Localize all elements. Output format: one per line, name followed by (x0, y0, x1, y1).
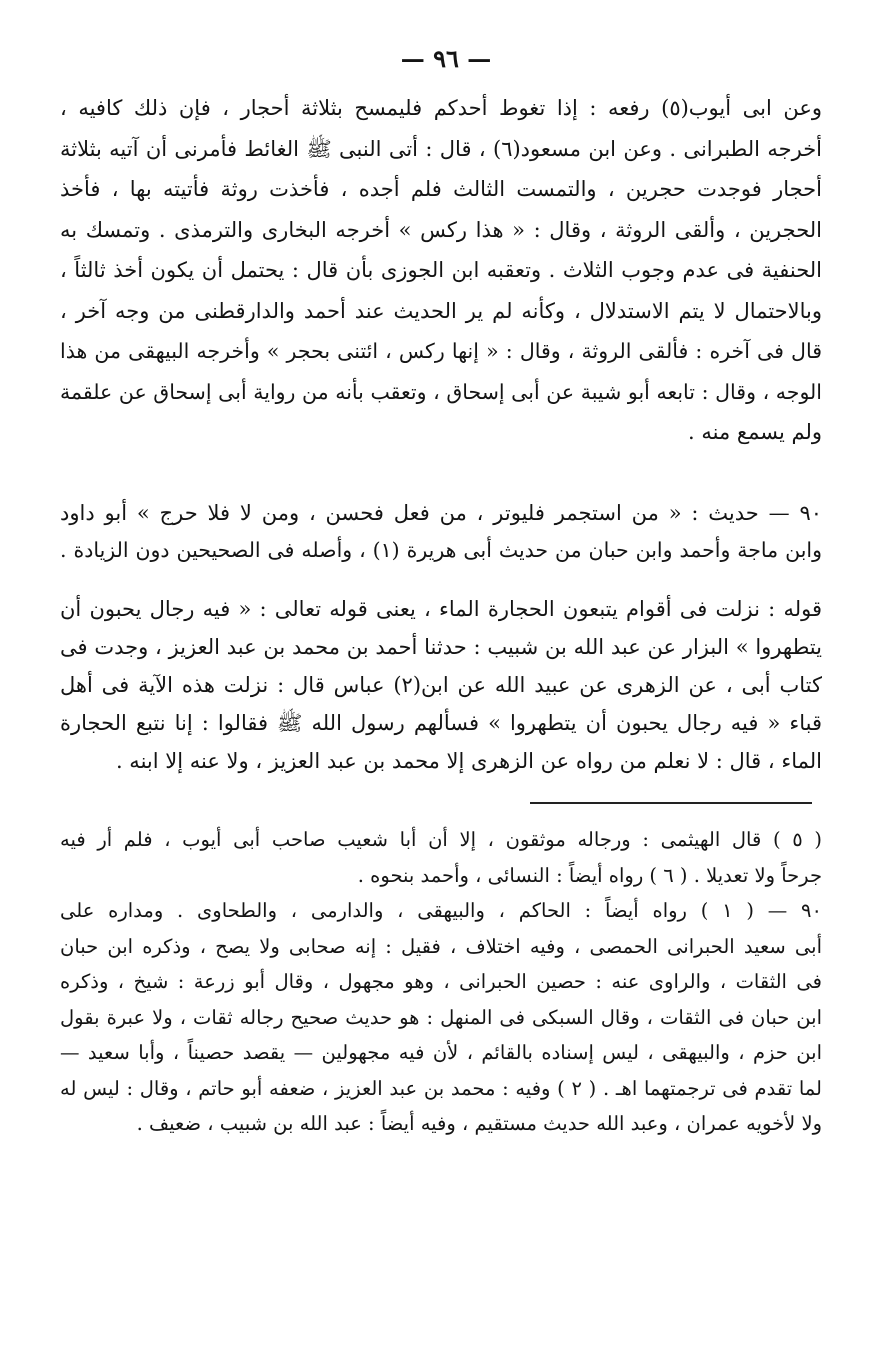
footnote-line: أبى سعيد الحبرانى الحمصى ، وفيه اختلاف ، فقيل : إنه صحابى ولا يصح ، وذكره ابن حبان (60, 934, 822, 958)
text-line: الحنفية فى عدم وجوب الثلاث . وتعقبه ابن الجوزى بأن قال : يحتمل أن يكون أخذ ثالثاً ، (60, 258, 822, 282)
footnote-line: ٩٠ — ( ١ ) رواه أيضاً : الحاكم ، والبيهقى ، والدارمى ، والطحاوى . ومداره على (60, 899, 822, 922)
footnote-line: ( ٥ ) قال الهيثمى : ورجاله موثقون ، إلا أن أبا شعيب صاحب أبى أيوب ، فلم أر فيه (60, 828, 822, 851)
text-line: قباء « فيه رجال يحبون أن يتطهروا » فسألهم رسول الله ﷺ فقالوا : إنا نتبع الحجارة (60, 711, 822, 735)
footnote-line: جرحاً ولا تعديلا . ( ٦ ) رواه أيضاً : النسائى ، وأحمد بنحوه . (357, 863, 822, 887)
text-line: أخرجه الطبرانى . وعن ابن مسعود(٦) ، قال : أتى النبى ﷺ الغائط فأمرنى أن آتيه بثلاثة (60, 136, 822, 161)
text-line: وعن ابى أيوب(٥) رفعه : إذا تغوط أحدكم فليمسح بثلاثة أحجار ، فإن ذلك كافيه ، (60, 96, 822, 120)
text-line: وبالاحتمال لا يتم الاستدلال ، وكأنه لم ير الحديث عند أحمد والدارقطنى من وجه آخر ، (60, 298, 822, 323)
main-paragraph (60, 88, 822, 453)
hadith-90 (60, 495, 822, 569)
footnote-line: لما تقدم فى ترجمتهما اهـ . ( ٢ ) وفيه : محمد بن عبد العزيز ، ضعفه أبو حاتم ، وقال : ليس له (60, 1076, 822, 1100)
footnotes (60, 822, 822, 1142)
text-line: ولم يسمع منه . (688, 420, 822, 444)
text-line: ٩٠ — حديث : « من استجمر فليوتر ، من فعل فحسن ، ومن لا فلا حرج » أبو داود (60, 501, 822, 525)
footnote-line: ابن حبان فى الثقات ، وقال السبكى فى المنهل : هو حديث صحيح رجاله ثقات ، ولا عبرة بقول (60, 1005, 822, 1029)
text-line: أحجار فوجدت حجرين ، والتمست الثالث فلم أجده ، فأخذت روثة فأتيته بها ، فأخذ (60, 177, 822, 201)
text-line: الماء ، قال : لا نعلم من رواه عن الزهرى إلا محمد بن عبد العزيز ، ولا عنه إلا ابنه . (115, 749, 822, 773)
text-line: الوجه ، وقال : تابعه أبو شيبة عن أبى إسحاق ، وتعقب بأنه من رواية أبى إسحاق عن علقمة (60, 379, 822, 404)
page-number: — ٩٦ — (400, 44, 492, 73)
footnote-line: ولا لأخويه عمران ، وعبد الله حديث مستقيم ، وفيه أيضاً : عبد الله بن شبيب ، ضعيف . (136, 1112, 822, 1135)
text-line: الحجرين ، وألقى الروثة ، وقال : « هذا ركس » أخرجه البخارى والترمذى . وتمسك به (60, 217, 822, 242)
commentary-paragraph (60, 590, 822, 780)
footnote-line: فى الثقات ، والراوى عنه : حصين الحبرانى ، وهو مجهول ، وقال أبو زرعة : شيخ ، وذكره (60, 970, 822, 993)
footnote-separator (530, 802, 812, 804)
text-line: قال فى آخره : فألقى الروثة ، وقال : « إنها ركس ، ائتنى بحجر » وأخرجه البيهقى من هذا (60, 339, 822, 363)
text-line: يتطهروا » البزار عن عبد الله بن شبيب : حدثنا أحمد بن محمد بن عبد العزيز ، وجدت فى (60, 635, 822, 659)
text-line: وابن ماجة وأحمد وابن حبان من حديث أبى هريرة (١) ، وأصله فى الصحيحين دون الزيادة . (60, 538, 822, 562)
text-line: كتاب أبى ، عن الزهرى عن عبيد الله عن ابن(٢) عباس قال : نزلت هذه الآية فى أهل (60, 673, 822, 697)
text-line: قوله : نزلت فى أقوام يتبعون الحجارة الماء ، يعنى قوله تعالى : « فيه رجال يحبون أن (60, 597, 822, 621)
footnote-line: ابن حزم ، والبيهقى ، ليس إسناده بالقائم ، لأن فيه مجهولين — يقصد حصيناً ، وأبا سعيد — (60, 1041, 822, 1064)
